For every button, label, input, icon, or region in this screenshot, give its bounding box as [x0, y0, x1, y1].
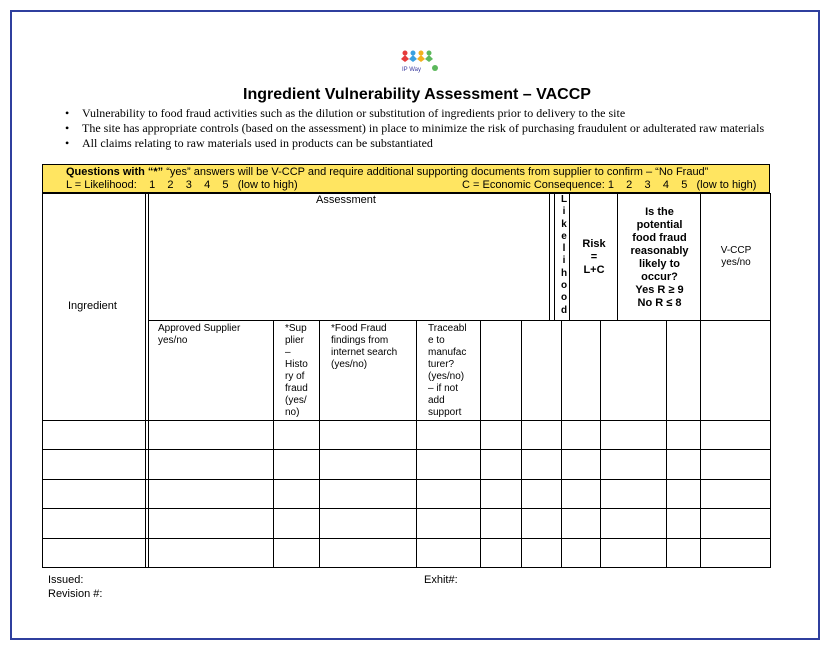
likelihood-letter: o	[560, 280, 568, 292]
risk-header	[570, 238, 618, 277]
questions-note: Questions with “*” “yes” answers will be V-CCP and require additional supporting documents from supplier to confirm – “No Fraud”	[66, 166, 709, 178]
bullet-item: • Vulnerability to food fraud activities such as the dilution or substitution of ingredients prior to delivery to the site	[62, 106, 764, 121]
potential-header-line: reasonably	[630, 245, 689, 257]
traceable-line: add	[428, 395, 445, 406]
traceable-line: manufac	[428, 347, 467, 358]
likelihood-letter: k	[561, 218, 567, 230]
potential-fraud-header	[618, 206, 701, 310]
vccp-header	[701, 245, 771, 269]
food-fraud-findings-header	[331, 323, 415, 371]
likelihood-letter: e	[561, 230, 567, 242]
risk-header-line: =	[590, 251, 598, 263]
potential-header-line: Is the	[645, 206, 674, 218]
potential-header-line: food fraud	[632, 232, 687, 244]
likelihood-letter: h	[560, 267, 568, 279]
exhibit-label: Exhit#:	[424, 574, 458, 586]
likelihood-letter: i	[562, 255, 566, 267]
revision-label: Revision #:	[48, 588, 103, 600]
food-fraud-line: internet search	[331, 347, 398, 358]
risk-header-line: Risk	[582, 238, 606, 250]
potential-header-line: likely to	[639, 258, 680, 270]
potential-header-line: occur?	[641, 271, 678, 283]
supplier-history-line: no)	[285, 407, 300, 418]
traceable-line: – if not	[428, 383, 459, 394]
food-fraud-line: (yes/no)	[331, 359, 368, 370]
supplier-history-line: –	[285, 347, 291, 358]
supplier-history-line: (yes/	[285, 395, 307, 406]
approved-supplier-header	[158, 323, 272, 347]
page-title: Ingredient Vulnerability Assessment – VACCP	[243, 86, 591, 103]
potential-header-line: No R ≤ 8	[637, 297, 682, 309]
issued-label: Issued:	[48, 574, 84, 586]
traceable-line: e to	[428, 335, 445, 346]
likelihood-letter: d	[560, 304, 568, 316]
food-fraud-line: findings from	[331, 335, 389, 346]
approved-supplier-line: yes/no	[158, 335, 188, 346]
consequence-scale: C = Economic Consequence: 1 2 3 4 5 (low to high)	[462, 179, 757, 191]
assessment-header: Assessment	[316, 194, 376, 206]
traceable-line: support	[428, 407, 462, 418]
potential-header-line: potential	[636, 219, 683, 231]
supplier-history-line: fraud	[285, 383, 308, 394]
approved-supplier-line: Approved Supplier	[158, 323, 241, 334]
traceable-header	[428, 323, 480, 419]
ingredient-header: Ingredient	[68, 300, 117, 312]
logo-text: IP Way	[402, 67, 422, 73]
supplier-history-line: Histo	[285, 359, 308, 370]
potential-header-line: Yes R ≥ 9	[635, 284, 684, 296]
traceable-line: turer?	[428, 359, 455, 370]
likelihood-letter: L	[560, 194, 568, 205]
food-fraud-line: *Food Fraud	[331, 323, 387, 334]
likelihood-letter: l	[562, 243, 566, 255]
likelihood-letter: i	[562, 206, 566, 218]
supplier-history-line: *Sup	[285, 323, 307, 334]
traceable-line: Traceabl	[428, 323, 467, 334]
supplier-history-header	[285, 323, 319, 419]
bullet-item: • All claims relating to raw materials used in products can be substantiated	[62, 136, 764, 151]
supplier-history-line: plier	[285, 335, 304, 346]
vccp-header-line: yes/no	[721, 257, 751, 268]
supplier-history-line: ry of	[285, 371, 305, 382]
vccp-header-line: V-CCP	[720, 245, 752, 256]
risk-header-line: L+C	[583, 264, 605, 276]
likelihood-scale: L = Likelihood: 1 2 3 4 5 (low to high)	[66, 179, 298, 191]
likelihood-letter: o	[560, 292, 568, 304]
traceable-line: (yes/no)	[428, 371, 465, 382]
likelihood-header	[558, 194, 570, 317]
bullet-item: • The site has appropriate controls (based on the assessment) in place to minimize the risk of purchasing fraudulent or adulterated raw materials	[62, 121, 764, 136]
